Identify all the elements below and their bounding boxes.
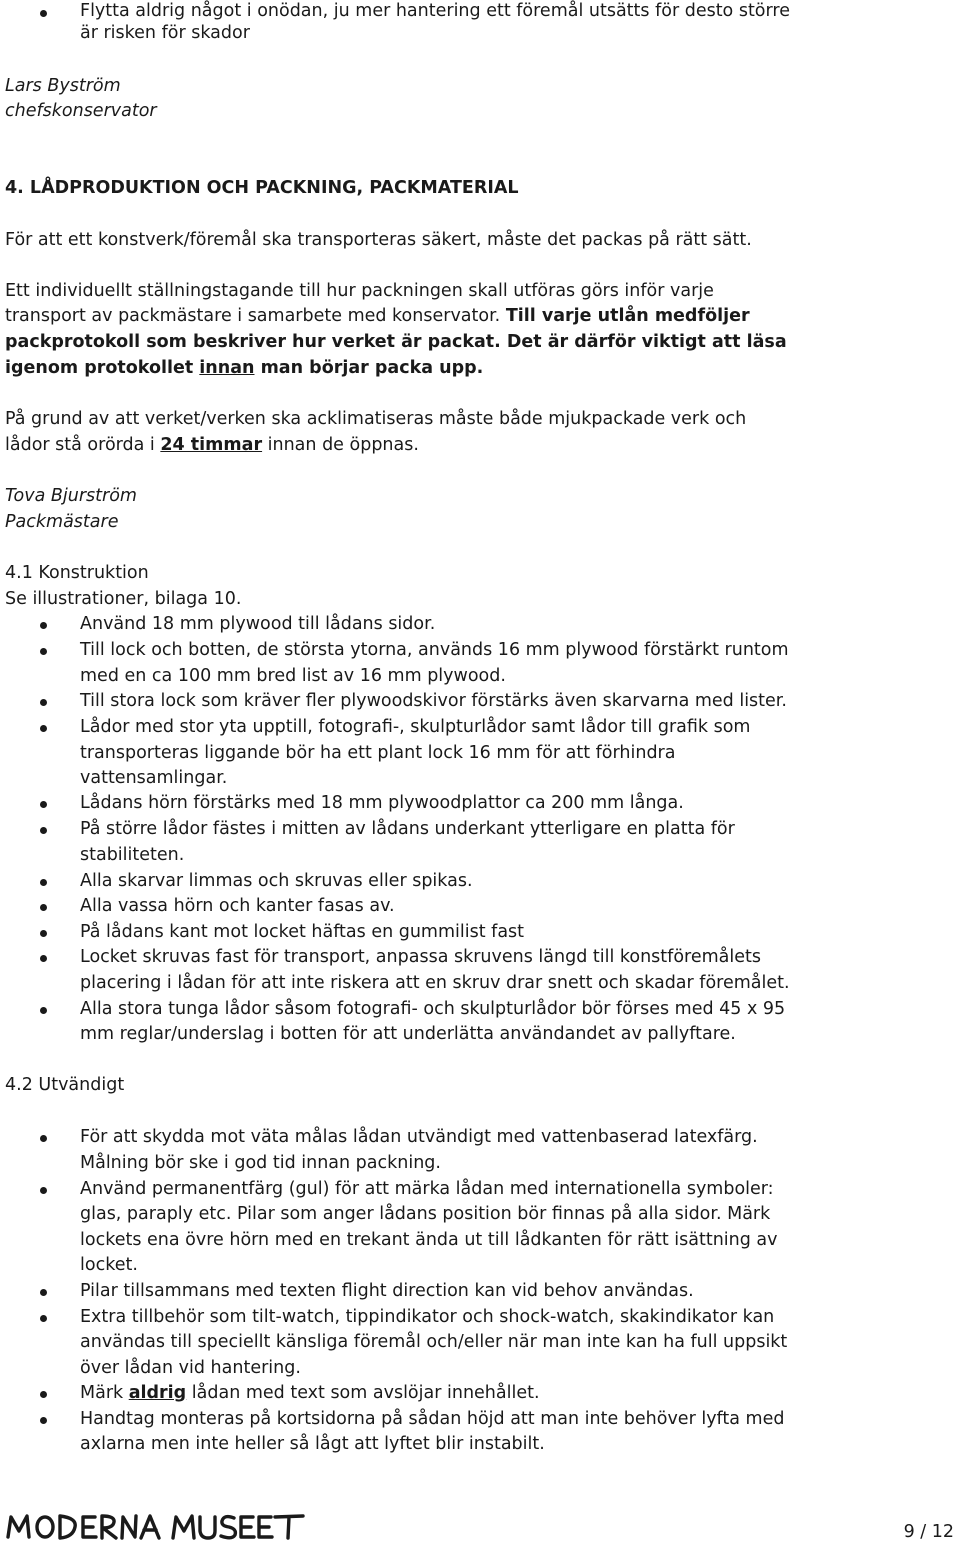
bullet-text: med en ca 100 mm bred list av 16 mm plywood. — [80, 666, 506, 686]
bullet-text: är risken för skador — [80, 23, 250, 43]
bullet-text: Till stora lock som kräver fler plywoodskivor förstärks även skarvarna med lister. — [80, 691, 787, 711]
subsection-ref: Se illustrationer, bilaga 10. — [5, 589, 242, 609]
bullet-dot — [40, 827, 47, 834]
paragraph-line: På grund av att verket/verken ska acklimatiseras måste både mjukpackade verk och — [5, 409, 747, 429]
bullet-text: glas, paraply etc. Pilar som anger lådans position bör finnas på alla sidor. Märk — [80, 1204, 771, 1224]
bullet-dot — [40, 1187, 47, 1194]
bullet-text: över lådan vid hantering. — [80, 1358, 301, 1378]
bullet-text: Locket skruvas fast för transport, anpassa skruvens längd till konstföremålets — [80, 947, 761, 967]
bullet-text: användas till speciellt känsliga föremål och/eller när man inte kan ha full uppsikt — [80, 1332, 788, 1352]
bullet-text — [80, 1381, 540, 1407]
bullet-text: För att skydda mot väta målas lådan utvändigt med vattenbaserad latexfärg. — [80, 1127, 758, 1147]
bullet-text: Extra tillbehör som tilt-watch, tippindikator och shock-watch, skakindikator kan — [80, 1307, 775, 1327]
underlined-text: 24 timmar — [160, 435, 263, 455]
signature-name: Lars Byström — [5, 76, 121, 96]
bullet-text: lockets ena övre hörn med en trekant ända ut till lådkanten för rätt isättning av — [80, 1230, 778, 1250]
text-span: lådan med text som avslöjar innehållet. — [186, 1383, 540, 1403]
bullet-dot — [40, 904, 47, 911]
subsection-heading: 4.2 Utvändigt — [5, 1075, 125, 1095]
bullet-text: På lådans kant mot locket häftas en gummilist fast — [80, 922, 525, 942]
bullet-dot — [40, 10, 47, 17]
bullet-dot — [40, 1289, 47, 1296]
bullet-text: På större lådor fästes i mitten av lådans underkant ytterligare en platta för — [80, 819, 735, 839]
bullet-dot — [40, 725, 47, 732]
bullet-text: Alla skarvar limmas och skruvas eller spikas. — [80, 871, 473, 891]
bold-text: man börjar packa upp. — [254, 358, 484, 378]
bullet-dot — [40, 648, 47, 655]
bold-text: Till varje utlån medföljer — [505, 306, 750, 326]
bullet-text: mm reglar/underslag i botten för att underlätta användandet av pallyftare. — [80, 1024, 736, 1044]
bullet-text: transporteras liggande bör ha ett plant lock 16 mm för att förhindra — [80, 743, 676, 763]
intro-paragraph: För att ett konstverk/föremål ska transporteras säkert, måste det packas på rätt sätt. — [5, 230, 752, 250]
bullet-text: locket. — [80, 1255, 138, 1275]
bold-text: igenom protokollet — [5, 358, 200, 378]
subsection-heading: 4.1 Konstruktion — [5, 563, 149, 583]
page-number: 9 / 12 — [903, 1522, 954, 1542]
bullet-text: Flytta aldrig något i onödan, ju mer hantering ett föremål utsätts för desto större — [80, 1, 790, 21]
text-span: transport av packmästare i samarbete med konservator. — [5, 306, 506, 326]
bullet-text: placering i lådan för att inte riskera att en skruv drar snett och skadar föremålet. — [80, 973, 790, 993]
bold-text: packprotokoll som beskriver hur verket är packat. — [5, 332, 507, 352]
bullet-dot — [40, 1007, 47, 1014]
bullet-text: Alla stora tunga lådor såsom fotografi- och skulpturlådor bör förses med 45 x 95 — [80, 999, 786, 1019]
bullet-dot — [40, 930, 47, 937]
bullet-text: Lådor med stor yta upptill, fotografi-, skulpturlådor samt lådor till grafik som — [80, 717, 751, 737]
bullet-text: Alla vassa hörn och kanter fasas av. — [80, 896, 395, 916]
bullet-text: Målning bör ske i god tid innan packning. — [80, 1153, 441, 1173]
paragraph-line — [5, 330, 787, 356]
paragraph-line: Ett individuellt ställningstagande till hur packningen skall utföras görs inför varje — [5, 281, 714, 301]
bullet-text: axlarna men inte heller så lågt att lyftet blir instabilt. — [80, 1434, 545, 1454]
bullet-text: Till lock och botten, de största ytorna, används 16 mm plywood förstärkt runtom — [80, 640, 789, 660]
bullet-dot — [40, 955, 47, 962]
paragraph-line — [5, 304, 750, 330]
bullet-dot — [40, 1391, 47, 1398]
bullet-text: Använd 18 mm plywood till lådans sidor. — [80, 614, 436, 634]
signature-title: chefskonservator — [5, 101, 157, 121]
paragraph-line — [5, 356, 483, 382]
section-heading: 4. LÅDPRODUKTION OCH PACKNING, PACKMATERIAL — [5, 178, 519, 198]
underlined-text: innan — [199, 358, 255, 378]
bullet-dot — [40, 1417, 47, 1424]
underlined-text: aldrig — [128, 1383, 187, 1403]
bullet-dot — [40, 699, 47, 706]
moderna-museet-logo — [5, 1511, 305, 1541]
text-span: Märk — [80, 1383, 129, 1403]
text-span: innan de öppnas. — [262, 435, 419, 455]
bold-text: Det är därför viktigt att läsa — [506, 332, 787, 352]
bullet-dot — [40, 879, 47, 886]
bullet-dot — [40, 801, 47, 808]
bullet-dot — [40, 1135, 47, 1142]
bullet-text: vattensamlingar. — [80, 768, 228, 788]
bullet-dot — [40, 1315, 47, 1322]
text-span: lådor stå orörda i — [5, 435, 161, 455]
paragraph-line — [5, 433, 419, 459]
bullet-text: stabiliteten. — [80, 845, 185, 865]
signature-name: Tova Bjurström — [5, 486, 137, 506]
bullet-text: Handtag monteras på kortsidorna på sådan höjd att man inte behöver lyfta med — [80, 1409, 785, 1429]
bullet-dot — [40, 622, 47, 629]
bullet-text: Pilar tillsammans med texten flight direction kan vid behov användas. — [80, 1281, 694, 1301]
bullet-text: Använd permanentfärg (gul) för att märka lådan med internationella symboler: — [80, 1179, 774, 1199]
signature-title: Packmästare — [5, 512, 119, 532]
bullet-text: Lådans hörn förstärks med 18 mm plywoodplattor ca 200 mm långa. — [80, 793, 684, 813]
